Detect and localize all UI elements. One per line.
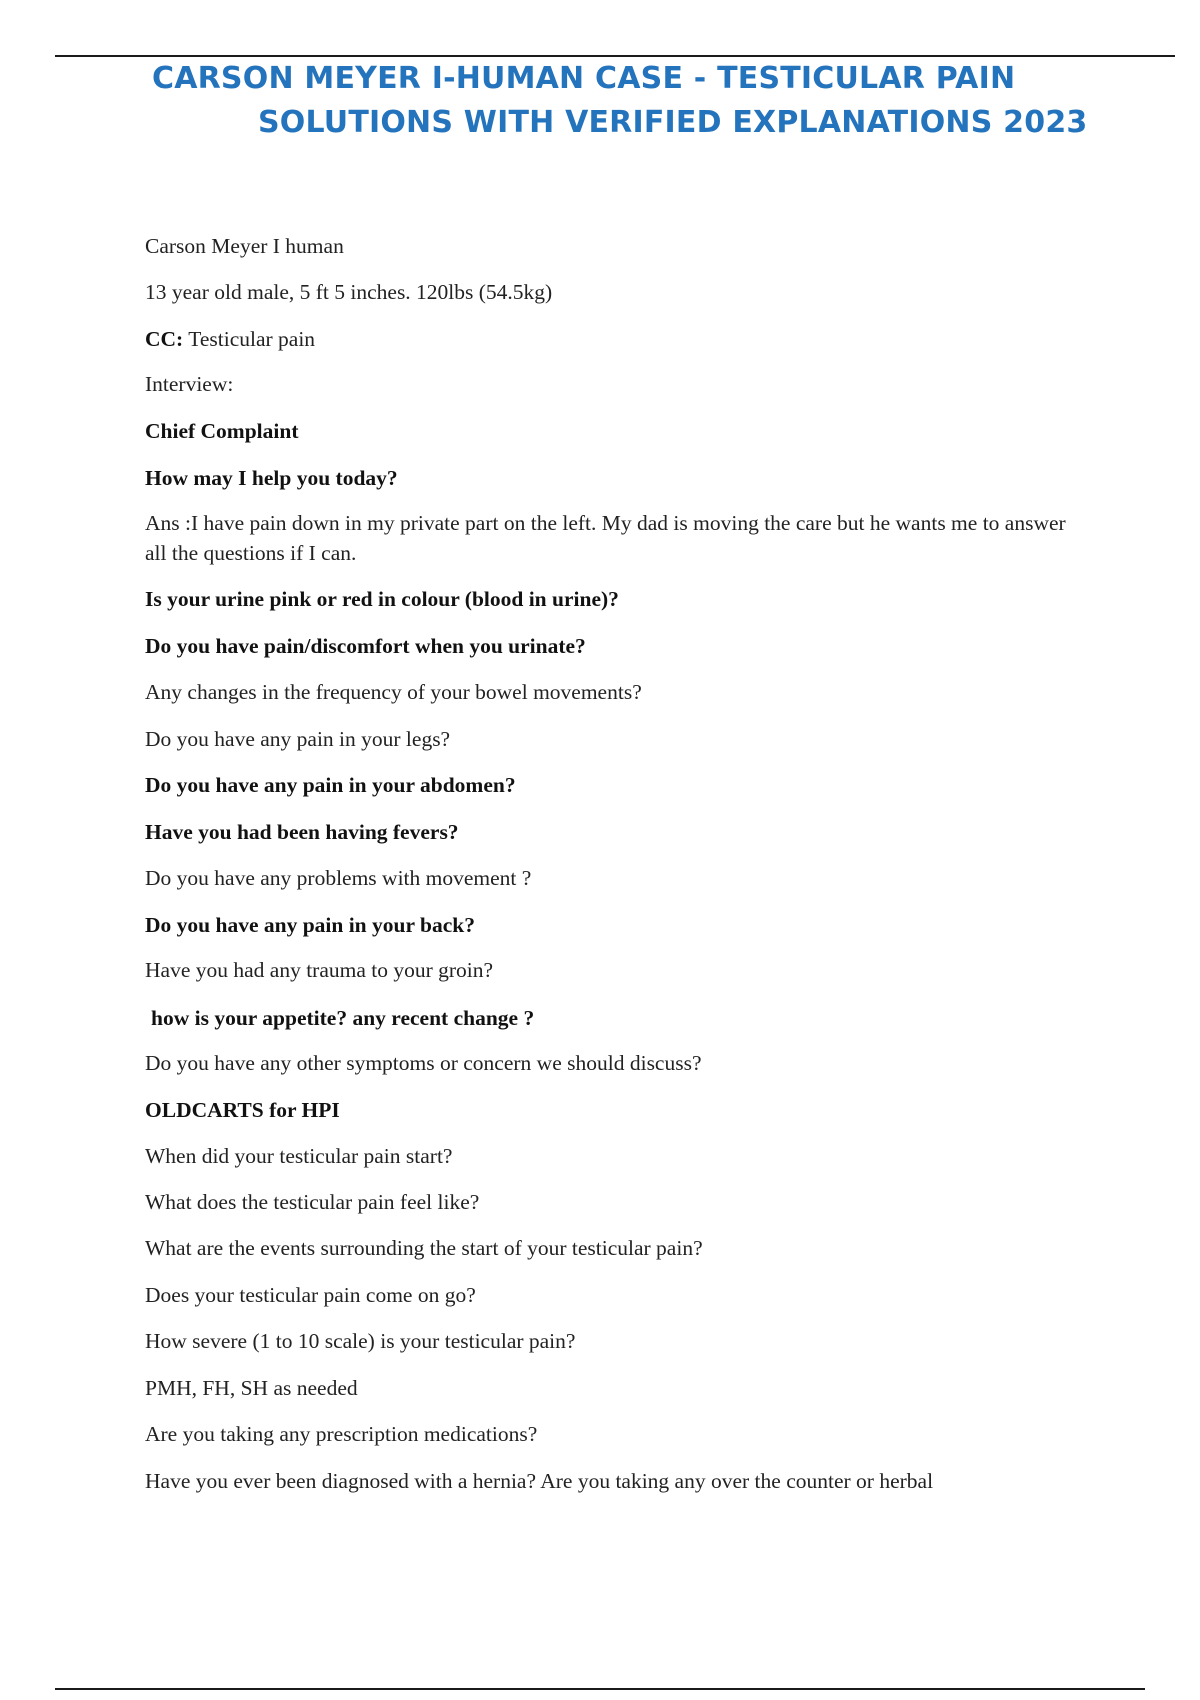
question-legs: Do you have any pain in your legs? [145, 727, 451, 751]
question-appetite: how is your appetite? any recent change ? [151, 1006, 535, 1030]
question-prescription: Are you taking any prescription medications? [145, 1422, 538, 1446]
question-abdomen: Do you have any pain in your abdomen? [145, 773, 516, 797]
chief-complaint-heading: Chief Complaint [145, 419, 299, 443]
question-urinate-pain: Do you have pain/discomfort when you urinate? [145, 634, 586, 658]
question-help-today: How may I help you today? [145, 466, 398, 490]
question-other-symptoms: Do you have any other symptoms or concern we should discuss? [145, 1051, 702, 1075]
question-bowel: Any changes in the frequency of your bowel movements? [145, 680, 642, 704]
bottom-divider [55, 1688, 1145, 1690]
document-title-line-2: SOLUTIONS WITH VERIFIED EXPLANATIONS 2023 [258, 105, 1088, 140]
question-come-go: Does your testicular pain come on go? [145, 1283, 476, 1307]
answer-help-today: Ans :I have pain down in my private part on the left. My dad is moving the care but he wants me to answer all the questions if I can. [145, 511, 1066, 565]
question-trauma: Have you had any trauma to your groin? [145, 958, 494, 982]
question-hernia: Have you ever been diagnosed with a hernia? Are you taking any over the counter or herbal [145, 1469, 934, 1493]
question-events: What are the events surrounding the start of your testicular pain? [145, 1236, 703, 1260]
chief-complaint-line [145, 327, 315, 353]
cc-label: CC: [145, 327, 184, 351]
question-fevers: Have you had been having fevers? [145, 820, 459, 844]
question-movement: Do you have any problems with movement ? [145, 866, 532, 890]
question-back: Do you have any pain in your back? [145, 913, 475, 937]
patient-info: 13 year old male, 5 ft 5 inches. 120lbs (54.5kg) [145, 280, 553, 304]
cc-value: Testicular pain [183, 327, 316, 351]
question-severity: How severe (1 to 10 scale) is your testicular pain? [145, 1329, 576, 1353]
question-urine-color: Is your urine pink or red in colour (blood in urine)? [145, 587, 619, 611]
interview-label: Interview: [145, 372, 234, 396]
pmh-line: PMH, FH, SH as needed [145, 1376, 358, 1400]
oldcarts-heading: OLDCARTS for HPI [145, 1098, 340, 1122]
question-pain-feel: What does the testicular pain feel like? [145, 1190, 480, 1214]
patient-name: Carson Meyer I human [145, 234, 344, 258]
question-pain-start: When did your testicular pain start? [145, 1144, 453, 1168]
document-title-line-1: CARSON MEYER I-HUMAN CASE - TESTICULAR PAIN [152, 61, 1016, 96]
